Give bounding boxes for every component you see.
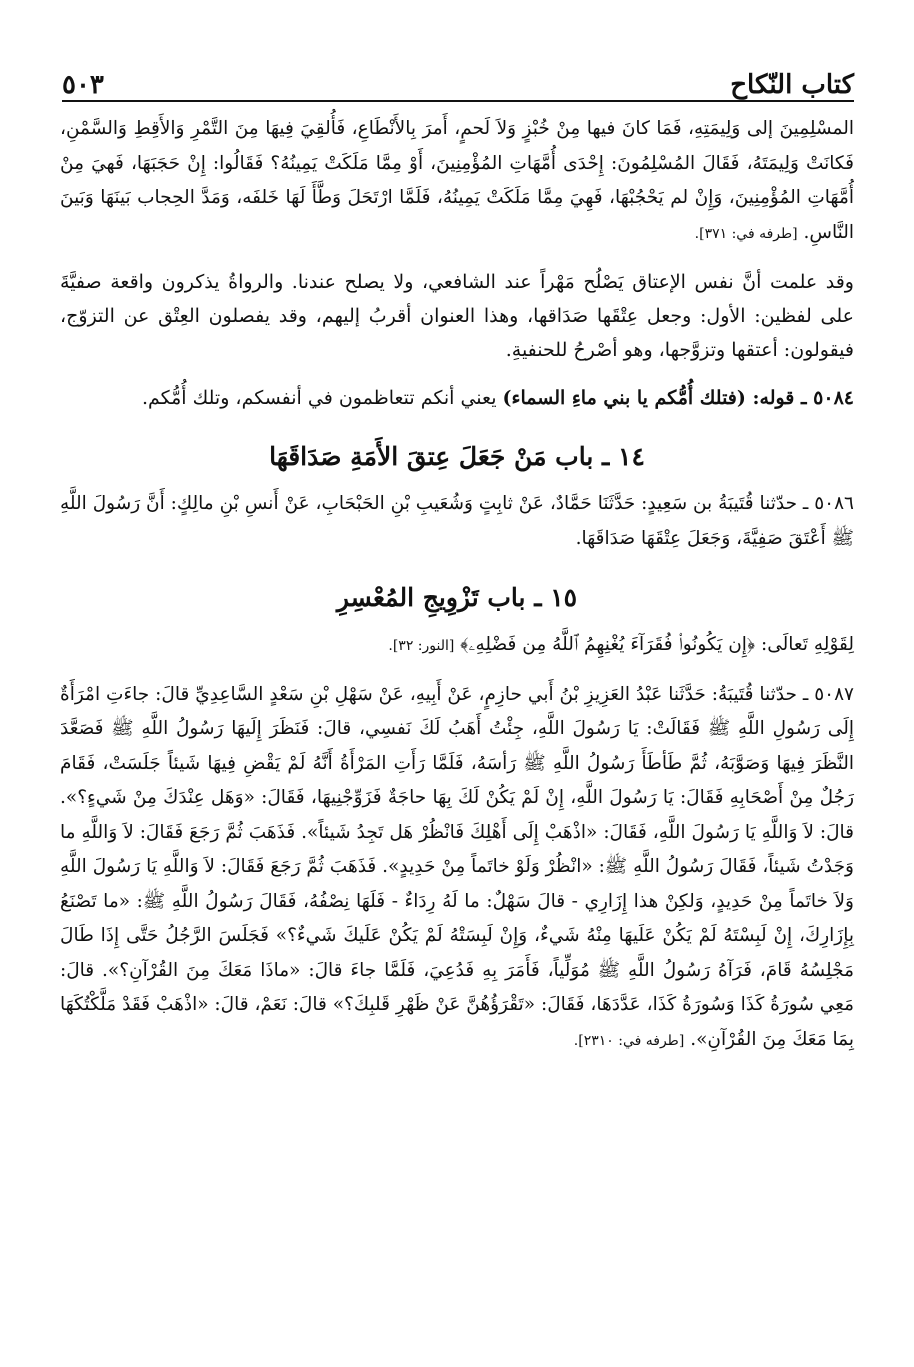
verse-text: لِقَوْلِهِ تَعالَى: ﴿إِن يَكُونُوا۟ فُقَرَآءَ يُغْنِهِمُ ٱللَّهُ مِن فَضْلِهِۦ﴾ <box>460 634 854 655</box>
commentary-text: يعني أنكم تتعاظمون في أنفسكم، وتلك أُمُّكم. <box>141 387 497 409</box>
chapter-heading-15: ١٥ ـ باب تَزْوِيجِ المُعْسِرِ <box>336 583 578 612</box>
hadith-5086: ٥٠٨٦ ـ حدّثنا قُتَيبَةُ بن سَعِيدٍ: حَدَّثَنَا حَمَّادٌ، عَنْ ثابِتٍ وَشُعَيبِ بْنِ الحَبْحَابِ، عَنْ أَنسِ بْنِ مالِكٍ: أَنَّ رَسُولَ اللَّهِ ﷺ أَعْتَقَ صَفِيَّةَ، وَجَعَلَ عِتْقَهَا صَدَاقَهَا. <box>60 493 854 549</box>
hadith-5087 <box>60 678 854 1059</box>
header-divider <box>62 100 854 102</box>
verse-citation <box>60 628 854 664</box>
paragraph-commentary: وقد علمت أنَّ نفس الإعتاق يَصْلُح مَهْراً عند الشافعي، ولا يصلح عندنا. والرواةُ يذكرون واقعة صفيَّةَ على لفظين: الأول: وجعل عِتْقَها صَدَاقها، وهذا العنوان أقربُ إليهم، وقد يفصلون العِتْق عن التزوّج، فيقولون: أعتقها وتزوَّجها، وهو أصْرحُ للحنفيةِ. <box>60 271 854 361</box>
hadith-text: ٥٠٨٧ ـ حدّثنا قُتَيبَةُ: حَدَّثَنا عَبْدُ العَزِيزِ بْنُ أَبي حازِمٍ، عَنْ أَبِيهِ، عَنْ سَهْلِ بْنِ سَعْدٍ السَّاعِدِيِّ قالَ: جاءَتِ امْرَأَةٌ إِلَى رَسُولِ اللَّهِ ﷺ فَقَالَتْ: يَا رَسُولَ اللَّهِ، جِئْتُ أَهَبُ لَكَ نَفسِي، قالَ: فَنَظَرَ إِلَيهَا رَسُولُ اللَّهِ ﷺ فَصَعَّدَ النَّظَرَ فِيهَا وَصَوَّبَهُ، ثُمَّ طَأطَأَ رَسُولُ اللَّهِ ﷺ رَأسَهُ، فَلَمَّا رَأَتِ المَرْأَةُ أَنَّهُ لَمْ يَقْضِ فِيهَا شَيئاً جَلَسَتْ، فَقَامَ رَجُلٌ مِنْ أَصْحَابِهِ فَقَالَ: يَا رَسُولَ اللَّهِ، إِنْ لَمْ يَكُنْ لَكَ بِهَا حاجَةٌ فَزَوِّجْنِيهَا، فَقَالَ: «وَهَل عِنْدَكَ مِنْ شَيءٍ؟». قالَ: لاَ وَاللَّهِ يَا رَسُولَ اللَّهِ، فَقَالَ: «اذْهَبْ إِلَى أَهْلِكَ فَانْظُرْ هَل تَجِدُ شَيئاً». فَذَهَبَ ثُمَّ رَجَعَ فَقَالَ: لاَ وَاللَّهِ ما وَجَدْتُ شَيئاً، فَقَالَ رَسُولُ اللَّهِ ﷺ: «انْظُرْ وَلَوْ خاتَماً مِنْ حَدِيدٍ». فَذَهَبَ ثُمَّ رَجَعَ فَقَالَ: لاَ وَاللَّهِ يَا رَسُولَ اللَّهِ وَلاَ خاتَماً مِنْ حَدِيدٍ، وَلكِنْ هذا إِزَارِي - قالَ سَهْلٌ: ما لَهُ رِدَاءٌ - فَلَهَا نِصْفُهُ، فَقَالَ رَسُولُ اللَّهِ ﷺ: «ما تَصْنَعُ بِإِزَارِكَ، إِنْ لَبِسْتَهُ لَمْ يَكُنْ عَلَيهَا مِنْهُ شَيءٌ، وَإِنْ لَبِسَتْهُ لَمْ يَكُنْ عَلَيكَ شَيءٌ؟» فَجَلَسَ الرَّجُلُ حَتَّى إِذَا طَالَ مَجْلِسُهُ قَامَ، فَرَآهُ رَسُولُ اللَّهِ ﷺ مُوَلِّياً، فَأَمَرَ بِهِ فَدُعِيَ، فَلَمَّا جاءَ قالَ: «ماذَا مَعَكَ مِنَ القُرْآنِ؟». قالَ: مَعِي سُورَةُ كَذَا وَسُورَةُ كَذَا، عَدَّدَهَا، فَقَالَ: «تَقْرَؤُهُنَّ عَنْ ظَهْرِ قَلبِكَ؟» قالَ: نَعَمْ، قالَ: «اذْهَبْ فَقَدْ مَلَّكْتُكَهَا بِمَا مَعَكَ مِنَ القُرْآنِ». <box>60 683 854 1050</box>
chapter-title: كتاب النّكاح <box>730 70 854 100</box>
page-number: ٥٠٣ <box>62 70 104 100</box>
verse-reference: [النور: ٣٢]. <box>388 638 455 654</box>
paragraph-text: المسْلِمِينَ إلى وَلِيمَتِهِ، فَمَا كانَ فيها مِنْ خُبْزٍ وَلاَ لَحمٍ، أَمرَ بِالأَنْطَاعِ، فَأُلقِيَ فِيهَا مِنَ التَّمْرِ وَالأَقِطِ وَالسَّمْنِ، فَكانَتْ وَلِيمَتَهُ، فَقَالَ المُسْلِمُونَ: إِحْدَى أُمَّهَاتِ المُؤْمِنِينَ، أَوْ مِمَّا مَلَكَتْ يَمِينُهُ؟ فَقَالُوا: إِنْ حَجَبَهَا، فَهيَ مِنْ أُمَّهَاتِ المُؤْمِنِينَ، وَإِنْ لم يَحْجُبْهَا، فَهِيَ مِمَّا مَلَكَتْ يَمِينُهُ، فَلَمَّا ارْتَحَلَ وَطَّأَ لَهَا خَلفَه، وَمَدَّ الحِجاب بَينَهَا وَبَينَ النَّاسِ. <box>60 118 854 243</box>
cross-reference: [طرفه في: ٢٣١٠]. <box>573 1032 685 1049</box>
commentary-lead: ٥٠٨٤ ـ قوله: (فتلك أُمُّكم يا بني ماءِ السماء) <box>502 387 854 409</box>
paragraph-hadith-continuation <box>60 112 854 251</box>
cross-reference: [طرفه في: ٣٧١]. <box>694 225 798 242</box>
chapter-heading-14: ١٤ ـ باب مَنْ جَعَلَ عِتقَ الأَمَةِ صَدَاقَهَا <box>269 442 645 471</box>
page-body <box>60 112 854 1072</box>
page-header <box>62 52 854 100</box>
paragraph-commentary-5084 <box>60 381 854 415</box>
